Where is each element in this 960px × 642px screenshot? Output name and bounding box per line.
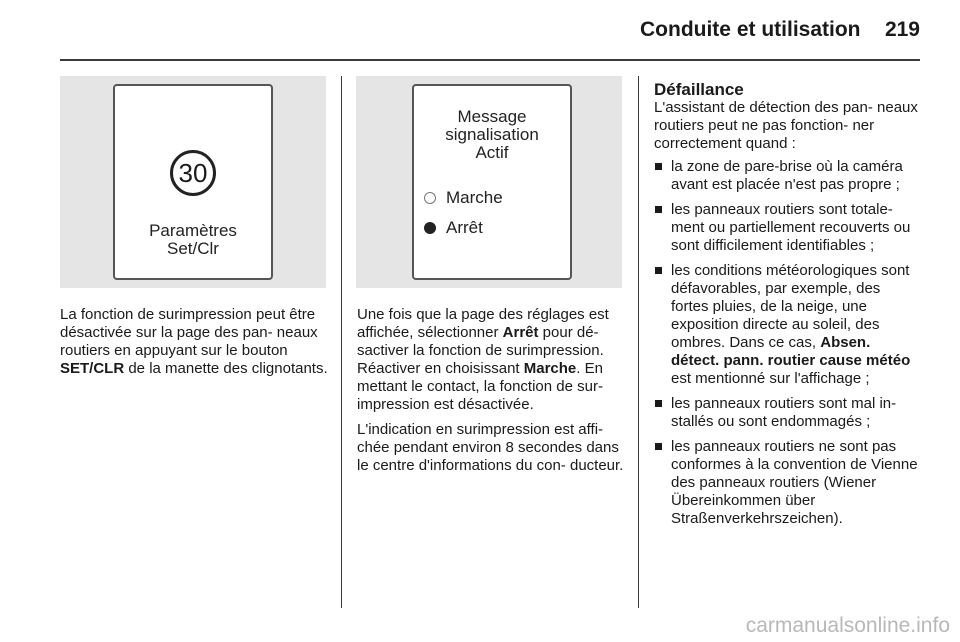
display-screen <box>113 84 273 280</box>
radio-empty-icon <box>424 192 436 204</box>
display-screen <box>412 84 572 280</box>
list-item: la zone de pare-brise où la caméra avant est placée n'est pas propre ; <box>654 158 920 194</box>
settings-label: Paramètres Set/Clr <box>149 221 237 258</box>
message-title: Message signalisation Actif <box>445 107 539 162</box>
section-heading: Défaillance <box>654 80 744 99</box>
paragraph: L'indication en surimpression est affi- chée pendant environ 8 secondes dans le centre d'informations du con- ducteur. <box>357 421 624 474</box>
column-1-text <box>60 306 328 385</box>
page-header-title: Conduite et utilisation <box>640 18 861 41</box>
column-divider-1 <box>341 76 342 608</box>
list-item: les panneaux routiers ne sont pas conformes à la convention de Vienne des panneaux routiers (Wiener Übereinkommen über Straßenverkehrszeichen). <box>654 438 920 528</box>
page-number: 219 <box>884 18 920 41</box>
list-item: les panneaux routiers sont totale- ment ou partiellement recouverts ou sont difficilement identifiables ; <box>654 201 920 255</box>
failure-list <box>654 158 920 528</box>
column-2-text <box>357 306 627 482</box>
option-marche[interactable] <box>424 188 503 208</box>
list-item: les panneaux routiers sont mal in- stallés ou sont endommagés ; <box>654 395 920 431</box>
figure-message-panel <box>356 76 622 288</box>
speed-limit-sign: 30 <box>170 150 216 196</box>
intro-paragraph: L'assistant de détection des pan- neaux routiers peut ne pas fonction- ner correctement quand : <box>654 99 918 152</box>
paragraph: La fonction de surimpression peut être désactivée sur la page des pan- neaux routiers en appuyant sur le bouton SET/CLR de la manette des clignotants. <box>60 306 328 377</box>
column-divider-2 <box>638 76 639 608</box>
paragraph: Une fois que la page des réglages est affichée, sélectionner Arrêt pour dé- sactiver la fonction de surimpression. Réactiver en choisissant Marche. En mettant le contact, la fonction de sur- impression est désactivée. <box>357 306 609 413</box>
watermark: carmanualsonline.info <box>745 614 950 637</box>
figure-settings-panel <box>60 76 326 288</box>
radio-filled-icon <box>424 222 436 234</box>
option-label: Marche <box>446 188 503 207</box>
column-3-text <box>654 80 920 535</box>
option-label: Arrêt <box>446 218 483 237</box>
header-rule <box>60 59 920 61</box>
option-arret[interactable] <box>424 218 483 238</box>
list-item: les conditions météorologiques sont défavorables, par exemple, des fortes pluies, de la neige, une exposition directe au soleil, des ombres. Dans ce cas, Absen. détect. pann. routier cause météo est mentionné sur l'affichage ; <box>654 262 920 388</box>
